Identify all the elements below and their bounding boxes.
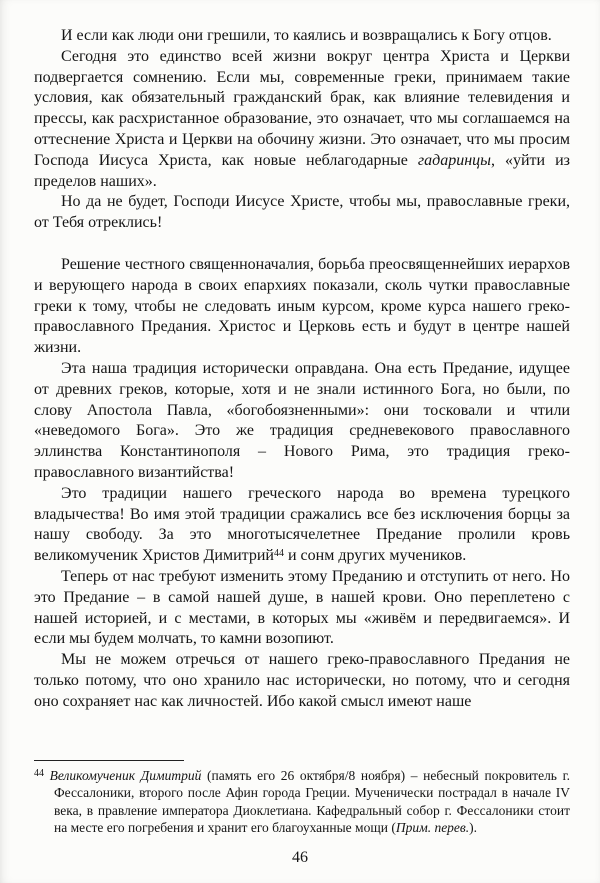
text-run: ). — [469, 820, 478, 836]
paragraph — [34, 567, 570, 650]
paragraph — [34, 26, 570, 47]
text-run: Мы не можем отречься от нашего греко-православного Предания не только потому, что оно хранило нас исторически, но потому, что и сегодня оно сохраняет нас как личностей. Ибо какой смысл имеют наше — [34, 651, 570, 710]
paragraph — [34, 650, 570, 712]
text-run: (память его 26 октября/8 ноября) – небесный покровитель г. Фессалоники, второго после Афин города Греции. Мученически пострадал в начале IV века, в правление императора Диоклетиана. Кафедральный собор г. Фессалоники стоит на месте его погребения и хранит его благоуханные мощи ( — [54, 767, 570, 836]
text-run: И если как люди они грешили, то каялись и возвращались к Богу отцов. — [61, 27, 552, 44]
text-run: Теперь от нас требуют изменить этому Преданию и отступить от него. Но это Предание – в самой нашей душе, в нашей крови. Оно переплетено с нашей историей, и с местами, в которых мы «живём и передвигаемся». И если мы будем молчать, то камни возопиют. — [34, 567, 570, 648]
footnote-reference-marker: 44 — [273, 548, 284, 560]
paragraph — [34, 192, 570, 234]
footnote-text — [34, 767, 570, 837]
paragraph — [34, 47, 570, 193]
paragraph — [34, 359, 570, 484]
italic-text-run: гадаринцы — [417, 151, 491, 169]
footnote-separator-rule — [34, 760, 184, 761]
paragraph — [34, 255, 570, 359]
page-number: 46 — [292, 849, 308, 866]
italic-text-run: Прим. перев. — [395, 820, 470, 836]
text-run: Это традиции нашего греческого народа во времена турецкого владычества! Во имя этой традиции сражались все без исключения борцы за нашу свободу. За это многотысячелетнее Предание пролили кровь великомученик Христов Димитрий — [34, 484, 570, 565]
text-run: Решение честного священноначалия, борьба преосвященнейших иерархов и верующего народа в своих епархиях показали, сколь чутки православные греки к тому, чтобы не следовать иным курсом, кроме курса нашего греко-православного Предания. Христос и Церковь есть и будут в центре нашей жизни. — [34, 255, 570, 357]
footnote-area — [34, 760, 570, 837]
italic-text-run: Великомученик Димитрий — [49, 767, 202, 783]
text-run: , «уйти из пределов наших». — [34, 151, 570, 190]
text-run: Но да не будет, Господи Иисусе Христе, чтобы мы, православные греки, от Тебя отреклись! — [34, 193, 570, 232]
footnote-reference-marker: 44 — [34, 767, 44, 779]
paragraph — [34, 484, 570, 567]
text-run: Эта наша традиция исторически оправдана. Она есть Предание, идущее от древних греков, которые, хотя и не знали истинного Бога, но были, по слову Апостола Павла, «богобоязненными»: они тосковали и чтили «неведомого Бога». Это же традиция средневекового православного эллинства Константинополя – Нового Рима, это традиция греко-православного византийства! — [34, 359, 570, 481]
text-run: Сегодня это единство всей жизни вокруг центра Христа и Церкви подвергается сомнению. Если мы, современные греки, принимаем такие условия, как обязательный гражданский брак, как влияние телевидения и прессы, как расхристанное образование, это означает, что мы соглашаемся на оттеснение Христа и Церкви на обочину жизни. Это означает, что мы просим Господа Иисуса Христа, как новые неблагодарные — [34, 47, 570, 169]
page-body — [34, 26, 570, 713]
text-run: и сонм других мучеников. — [283, 547, 467, 565]
